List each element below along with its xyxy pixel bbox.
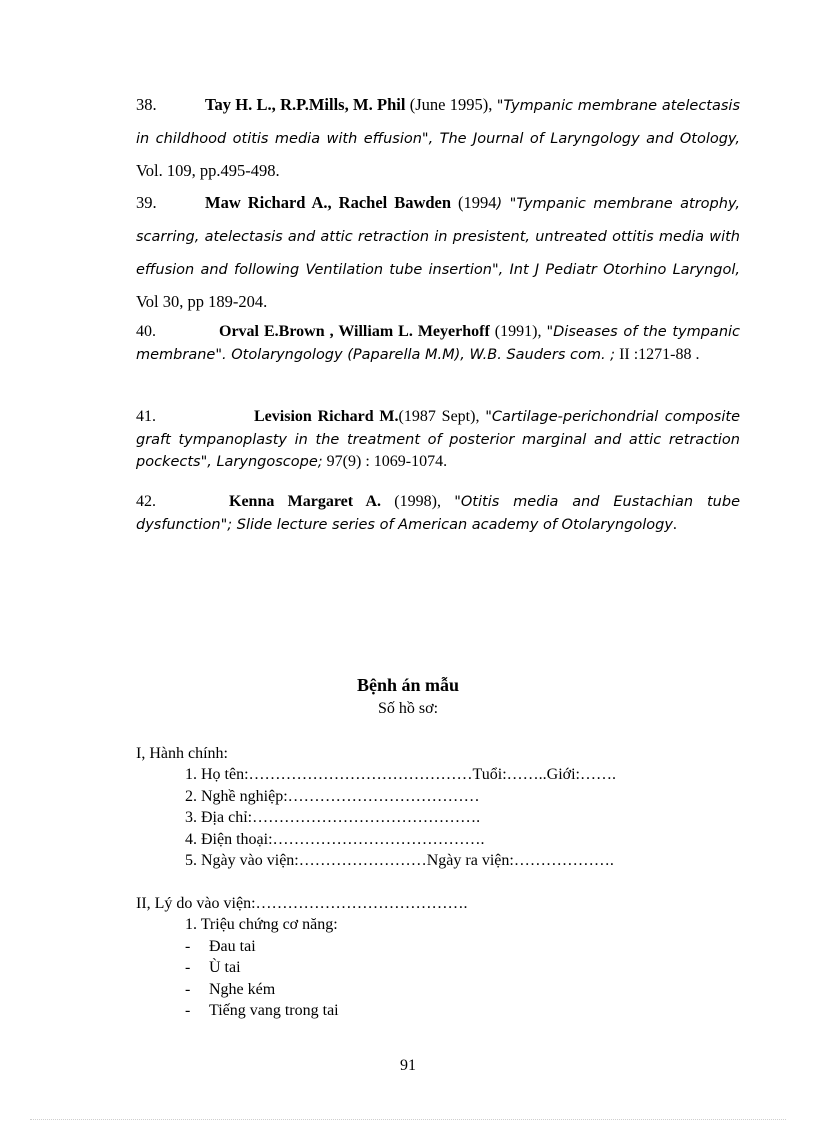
- page-number: 91: [400, 1057, 416, 1074]
- form-title: Bệnh án mẫu: [356, 675, 460, 695]
- reference-title: "Tympanic membrane atelectasis in childhood otitis media with effusion", The Journal of Laryngology and Otology,: [136, 98, 740, 147]
- reference-41: [136, 406, 740, 474]
- symptom-item: Đau tai: [209, 938, 256, 955]
- reference-title: "Cartilage-perichondrial composite graft tympanoplasty in the treatment of posterior marginal and attic retraction pockects", Laryngoscope;: [136, 409, 740, 470]
- reference-year: (1994: [451, 193, 497, 212]
- reference-authors: Levision Richard M.: [254, 408, 399, 425]
- reference-title: ) "Tympanic membrane atrophy, scarring, atelectasis and attic retraction in presistent, untreated ottitis media with effusion and following Ventilation tube insertion", Int J Pediatr Otorhino Laryngol,: [136, 196, 740, 278]
- functional-symptoms-heading: 1. Triệu chứng cơ năng:: [185, 916, 338, 933]
- reference-authors: Tay H. L., R.P.Mills, M. Phil: [205, 95, 406, 114]
- field-occupation: 2. Nghề nghiệp:………………………………: [185, 788, 480, 805]
- symptom-bullet: -: [185, 938, 191, 955]
- reference-authors: Maw Richard A., Rachel Bawden: [205, 193, 452, 212]
- reference-details: 97(9) : 1069-1074.: [322, 453, 448, 470]
- reference-year: (1998),: [381, 493, 455, 510]
- reference-authors: Orval E.Brown , William L. Meyerhoff: [219, 323, 490, 340]
- symptom-item: Ù tai: [209, 959, 241, 976]
- reference-details: Vol. 109, pp.495-498.: [136, 161, 280, 180]
- field-phone: 4. Điện thoại:………………………………….: [185, 831, 485, 848]
- reference-title: "Otitis media and Eustachian tube dysfunction"; Slide lecture series of American academy of Otolaryngology: [136, 494, 740, 533]
- field-full-name: 1. Họ tên:……………………………………Tuổi:……..Giới:…….: [185, 766, 616, 783]
- reference-year: (June 1995),: [405, 95, 497, 114]
- symptom-item: Tiếng vang trong tai: [209, 1002, 339, 1019]
- reference-number: 41.: [136, 408, 156, 425]
- symptom-bullet: -: [185, 1002, 191, 1019]
- symptom-item: Nghe kém: [209, 981, 276, 998]
- reference-number: 38.: [136, 95, 157, 114]
- reference-title: "Diseases of the tympanic membrane". Otolaryngology (Paparella M.M), W.B. Sauders com. ;: [136, 324, 741, 363]
- field-admission-dates: 5. Ngày vào viện:……………………Ngày ra viện:……………….: [185, 852, 614, 869]
- reference-42: [136, 491, 740, 536]
- reference-number: 40.: [136, 323, 156, 340]
- reference-number: 42.: [136, 493, 156, 510]
- field-address: 3. Địa chỉ:…………………………………….: [185, 809, 481, 826]
- reference-39: [136, 187, 740, 318]
- reference-authors: Kenna Margaret A.: [229, 493, 382, 510]
- record-number-label: Số hồ sơ:: [377, 700, 439, 717]
- reference-38: [136, 89, 740, 187]
- reference-year: (1987 Sept),: [398, 408, 486, 425]
- section-administrative-heading: I, Hành chính:: [136, 745, 228, 762]
- symptom-bullet: -: [185, 981, 191, 998]
- reference-year: (1991),: [489, 323, 547, 340]
- section-reason-heading: II, Lý do vào viện:………………………………….: [136, 895, 468, 912]
- reference-number: 39.: [136, 193, 157, 212]
- reference-details: II :1271-88 .: [615, 345, 700, 363]
- reference-details: .: [672, 515, 677, 533]
- symptom-bullet: -: [185, 959, 191, 976]
- page-bottom-divider: [30, 1119, 786, 1120]
- reference-40: [136, 321, 740, 366]
- reference-details: Vol 30, pp 189-204.: [136, 292, 268, 311]
